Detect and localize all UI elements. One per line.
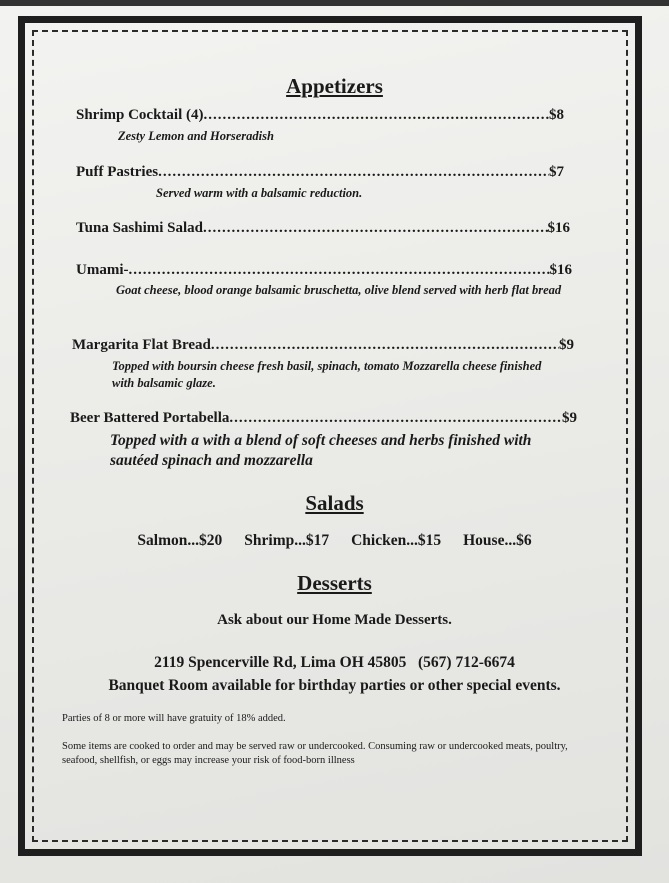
menu-item-umami (76, 262, 572, 279)
salad-item: Shrimp...$17 (244, 532, 330, 549)
item-description: Goat cheese, blood orange balsamic bruschetta, olive blend served with herb flat bread (116, 283, 562, 297)
salad-item: Salmon...$20 (137, 532, 223, 549)
salads-heading: Salads (305, 491, 364, 515)
item-name: Beer Battered Portabella (70, 410, 230, 426)
appetizers-heading: Appetizers (286, 74, 383, 98)
item-name: Umami- (76, 262, 129, 278)
item-description: Zesty Lemon and Horseradish (118, 129, 274, 143)
desserts-note: Ask about our Home Made Desserts. (217, 612, 452, 628)
item-name: Margarita Flat Bread (72, 337, 211, 353)
salad-item: House...$6 (463, 532, 532, 549)
item-description: Served warm with a balsamic reduction. (156, 186, 363, 200)
menu-item-margarita-flat-bread (72, 337, 574, 354)
menu-item-tuna-sashimi-salad (76, 220, 570, 237)
item-name: Puff Pastries (76, 164, 159, 180)
salads-list (0, 532, 669, 550)
salad-item: Chicken...$15 (351, 532, 442, 549)
item-price: $16 (547, 220, 570, 236)
item-description: Topped with a with a blend of soft cheeses and herbs finished with sautéed spinach and mozzarella (110, 432, 532, 469)
food-safety-warning: Some items are cooked to order and may be served raw or undercooked. Consuming raw or undercooked meats, poultry, seafood, shellfish, or eggs may increase your risk of food-born illness (62, 741, 568, 766)
item-description: Topped with boursin cheese fresh basil, spinach, tomato Mozzarella cheese finished with balsamic glaze. (112, 359, 542, 390)
item-price: $16 (549, 262, 572, 278)
item-name: Tuna Sashimi Salad (76, 220, 204, 236)
item-price: $9 (559, 337, 574, 353)
item-price: $8 (549, 107, 564, 123)
address-phone: 2119 Spencerville Rd, Lima OH 45805 (567) 712-6674 (154, 654, 515, 671)
menu-item-shrimp-cocktail (76, 107, 564, 124)
item-name: Shrimp Cocktail (4) (76, 107, 204, 123)
item-price: $7 (549, 164, 564, 180)
top-edge (0, 0, 669, 6)
gratuity-note: Parties of 8 or more will have gratuity of 18% added. (62, 713, 286, 724)
menu-item-beer-battered-portabella (70, 410, 577, 427)
menu-item-puff-pastries (76, 164, 564, 181)
desserts-heading: Desserts (297, 571, 372, 595)
item-price: $9 (562, 410, 577, 426)
banquet-note: Banquet Room available for birthday parties or other special events. (108, 677, 561, 694)
